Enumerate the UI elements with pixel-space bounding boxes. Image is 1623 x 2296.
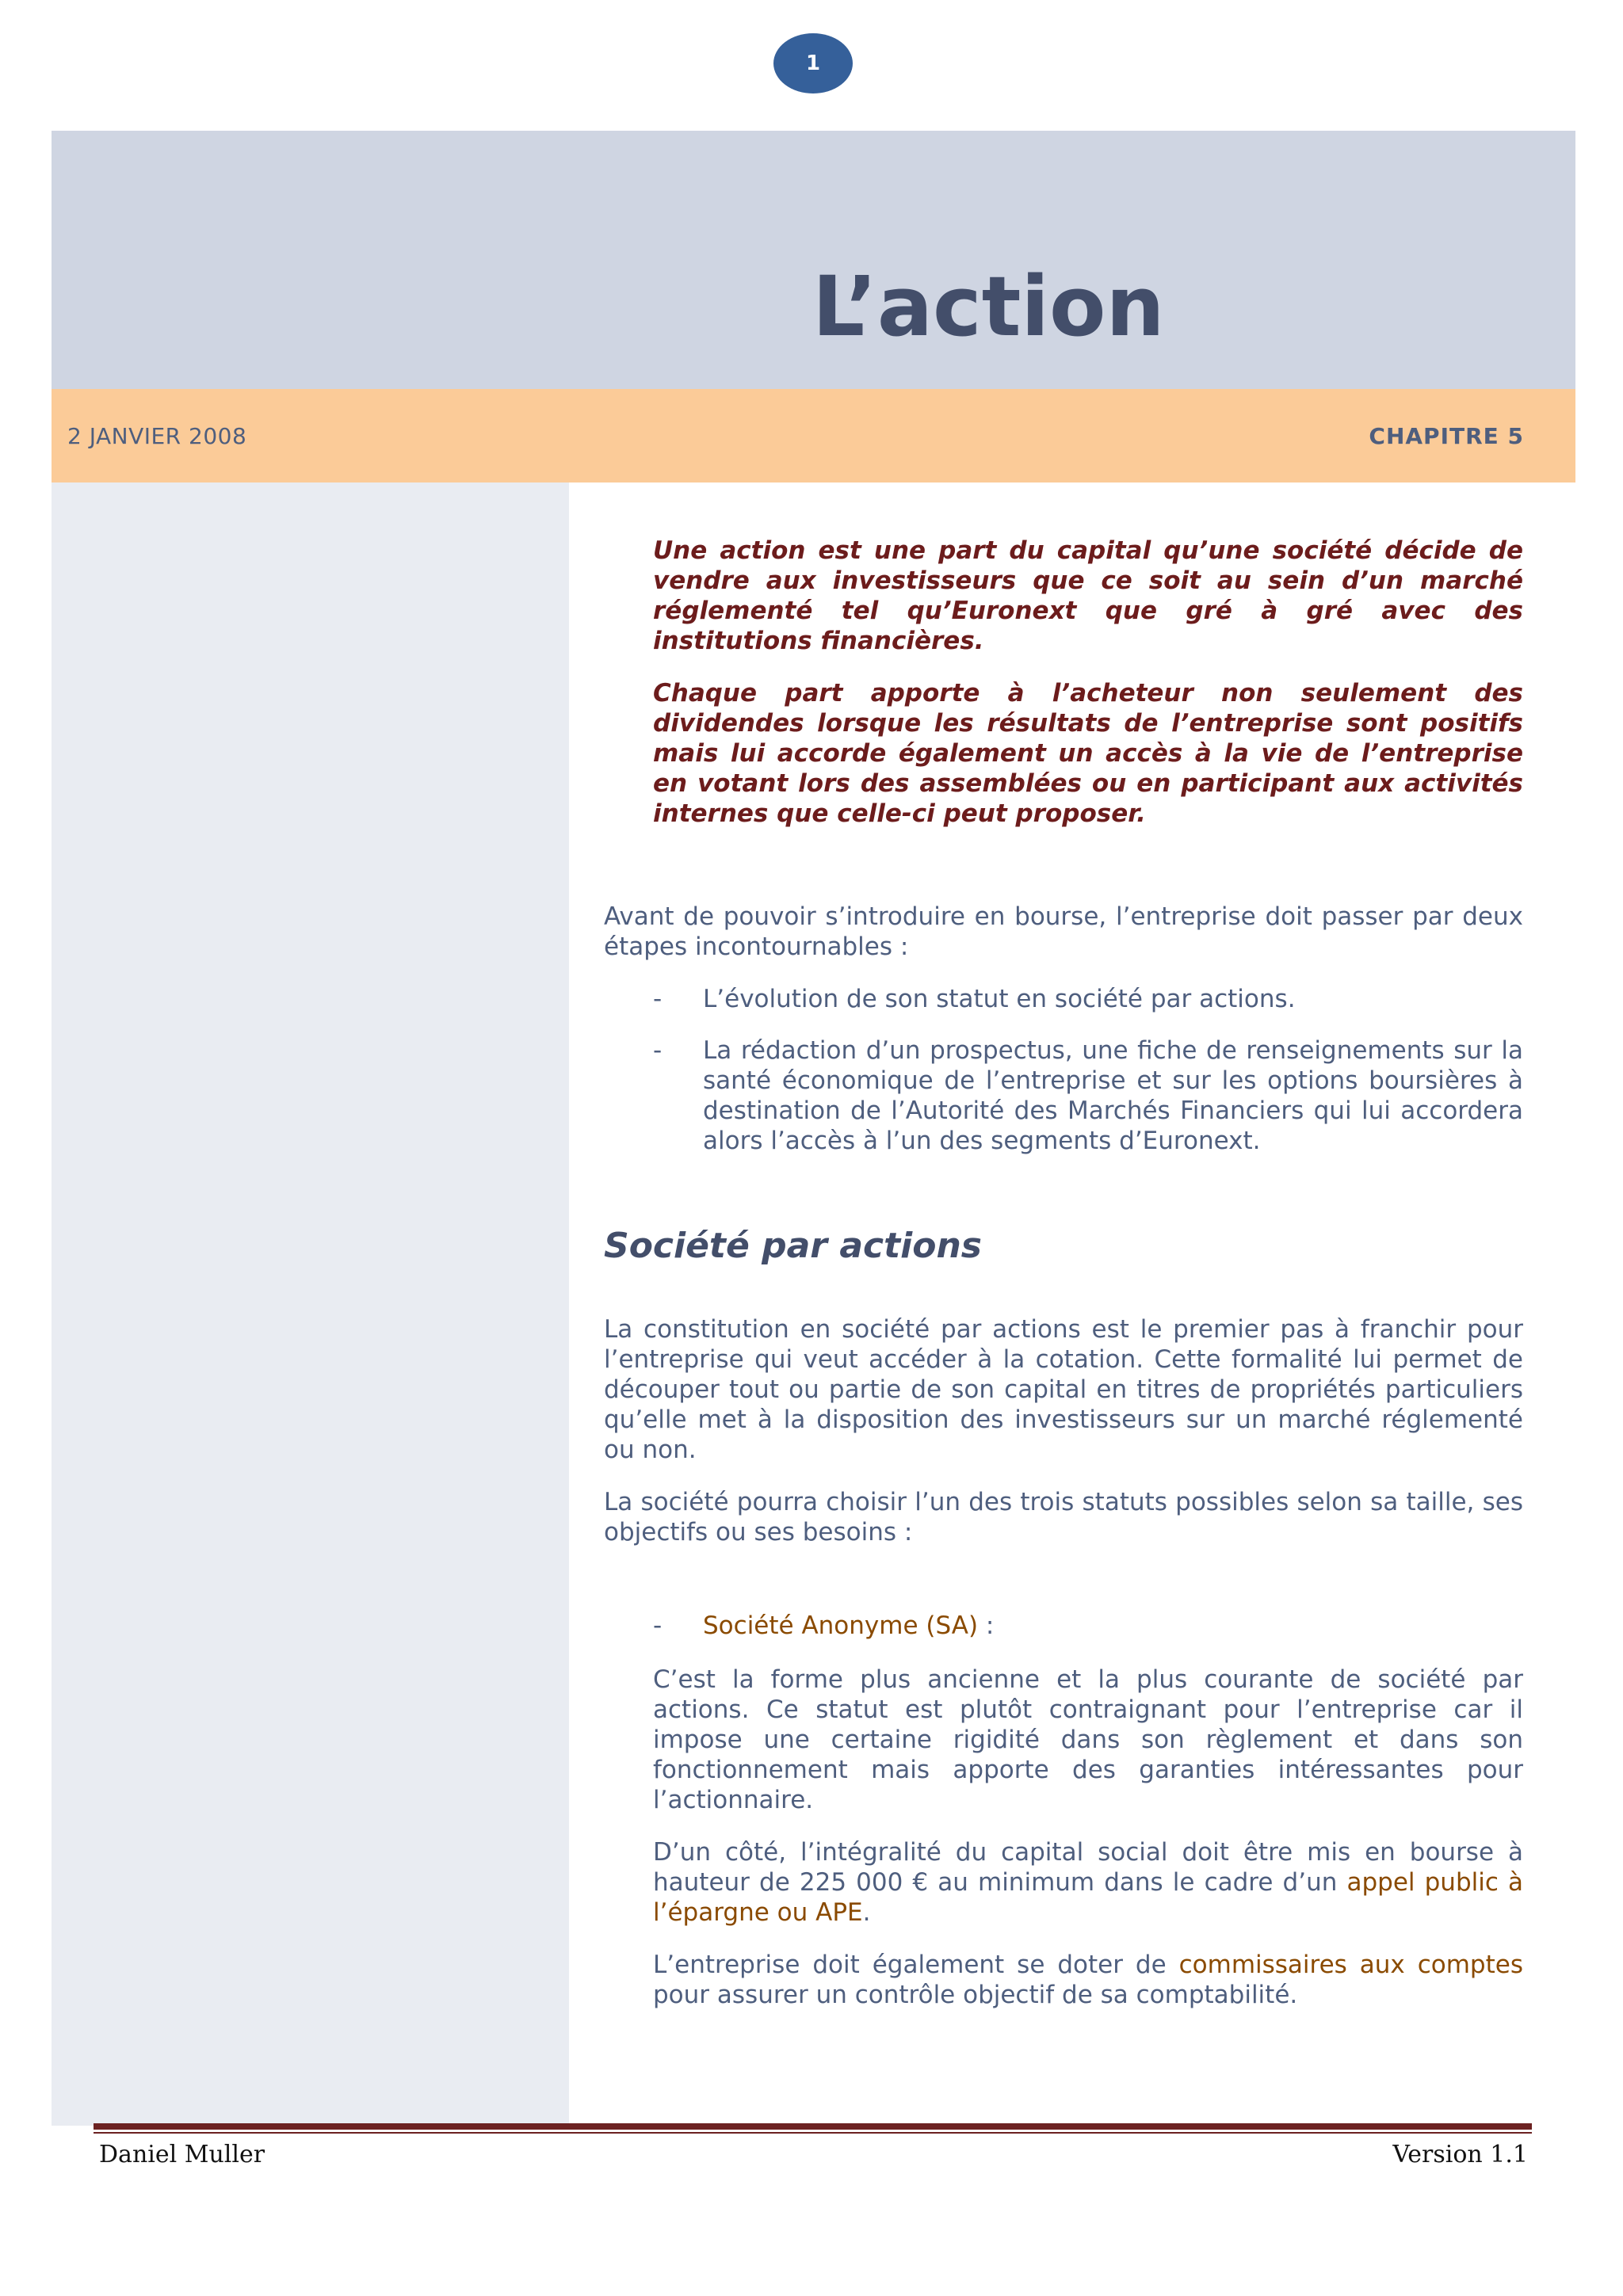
body-paragraph: La constitution en société par actions est le premier pas à franchir pour l’entreprise qui veut accéder à la cotation. Cette formalité lui permet de découper tout ou partie de son capital en titres de propriétés particuliers qu’elle met à la disposition des investisseurs sur un marché réglementé ou non. bbox=[604, 1315, 1523, 1464]
left-sidebar-panel bbox=[52, 482, 569, 2126]
sa-link[interactable]: Société Anonyme (SA) bbox=[703, 1611, 979, 1640]
intro-block bbox=[653, 536, 1523, 829]
dash-bullet: - bbox=[653, 1611, 663, 1640]
sa-list-item bbox=[604, 1611, 1523, 1641]
title-band bbox=[52, 131, 1575, 389]
commissaires-link[interactable]: commissaires aux comptes bbox=[1178, 1951, 1523, 1979]
list-item bbox=[604, 984, 1523, 1014]
body-paragraph: La société pourra choisir l’un des trois statuts possibles selon sa taille, ses objectifs ou ses besoins : bbox=[604, 1488, 1523, 1547]
document-date: 2 JANVIER 2008 bbox=[67, 423, 247, 449]
sa-paragraph-text: L’entreprise doit également se doter de bbox=[653, 1951, 1179, 1979]
sa-paragraph-text: pour assurer un contrôle objectif de sa comptabilité. bbox=[653, 1981, 1298, 2009]
footer-version: Version 1.1 bbox=[1392, 2141, 1528, 2168]
sa-paragraph: C’est la forme plus ancienne et la plus courante de société par actions. Ce statut est plutôt contraignant pour l’entreprise car il impose une certaine rigidité dans son règlement et dans son fonctionnement mais apporte des garanties intéressantes pour l’actionnaire. bbox=[653, 1665, 1523, 1814]
intro-paragraph: Une action est une part du capital qu’une société décide de vendre aux investisseurs que ce soit au sein d’un marché réglementé tel qu’Euronext que gré à gré avec des institutions financières. bbox=[653, 536, 1523, 655]
section-heading: Société par actions bbox=[604, 1226, 982, 1266]
dash-bullet: - bbox=[653, 985, 663, 1013]
page-title: L’action bbox=[812, 258, 1165, 355]
body-paragraph: Avant de pouvoir s’introduire en bourse, l’entreprise doit passer par deux étapes incontournables : bbox=[604, 902, 1523, 961]
sa-paragraph bbox=[653, 1950, 1523, 2010]
list-item bbox=[604, 1035, 1523, 1156]
list-item-text: La rédaction d’un prospectus, une fiche de renseignements sur la santé économique de l’entreprise et sur les options boursières à destination de l’Autorité des Marchés Financiers qui lui accordera alors l’accès à l’un des segments d’Euronext. bbox=[703, 1036, 1523, 1155]
list-item-text: L’évolution de son statut en société par actions. bbox=[703, 985, 1296, 1013]
footer-author: Daniel Muller bbox=[99, 2141, 265, 2168]
steps-list bbox=[604, 984, 1523, 1156]
sa-paragraph bbox=[653, 1837, 1523, 1928]
footer-divider-thin bbox=[94, 2132, 1532, 2134]
dash-bullet: - bbox=[653, 1036, 663, 1065]
sa-paragraph-text: . bbox=[862, 1898, 871, 1927]
footer-divider bbox=[94, 2123, 1532, 2130]
main-content bbox=[604, 536, 1523, 2032]
intro-paragraph: Chaque part apporte à l’acheteur non seulement des dividendes lorsque les résultats de l’entreprise sont positifs mais lui accorde également un accès à la vie de l’entreprise en votant lors des assemblées ou en participant aux activités internes que celle-ci peut proposer. bbox=[653, 679, 1523, 828]
sa-label-suffix: : bbox=[978, 1611, 995, 1640]
chapter-label: CHAPITRE 5 bbox=[1369, 423, 1524, 449]
sa-paragraph-text: D’un côté, l’intégralité du capital social doit être mis en bourse à hauteur de 225 000 € au minimum dans le cadre d’un bbox=[653, 1838, 1523, 1897]
page-number-badge: 1 bbox=[773, 33, 853, 93]
date-band bbox=[52, 389, 1575, 482]
ape-link[interactable]: appel public à l’épargne ou APE bbox=[653, 1868, 1524, 1927]
